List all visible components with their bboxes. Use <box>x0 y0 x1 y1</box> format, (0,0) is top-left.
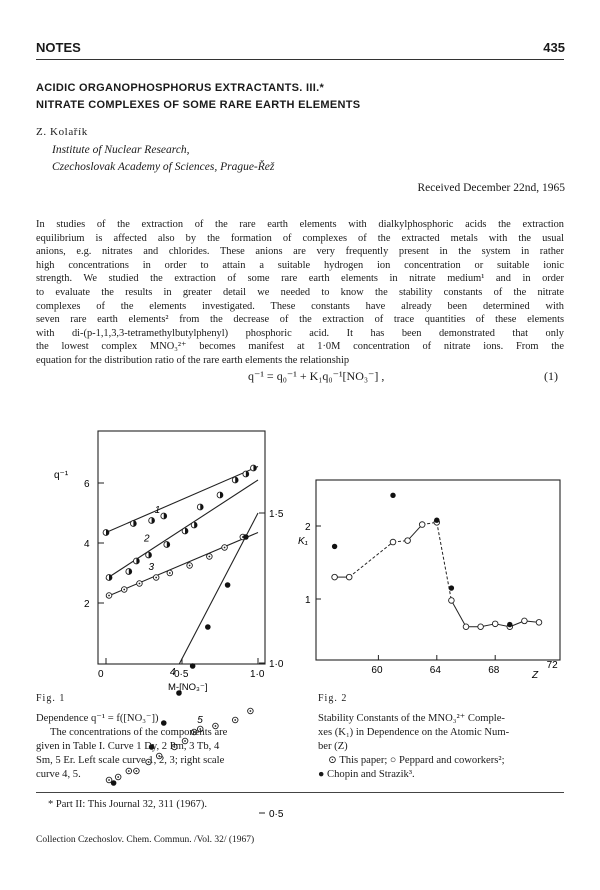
fig2-y-axis-label: K₁ <box>298 536 308 547</box>
fig1-left-tick-label: 6 <box>84 479 90 490</box>
body-line: complexes of the elements investigated. These constants have already been determined with <box>36 300 564 312</box>
affiliation-line1: Institute of Nuclear Research, <box>52 144 190 156</box>
fig2-caption-line: Stability Constants of the MNO₃²⁺ Comple- <box>318 713 505 724</box>
fig1-curve-label: 4 <box>169 667 176 678</box>
fig2-point-filled <box>449 585 454 590</box>
fig1-x-tick-label: 1·0 <box>250 669 265 680</box>
fig1-caption-line: Sm, 5 Er. Left scale curve 1, 2, 3; right scale <box>36 755 225 766</box>
fig1-fit-line <box>106 480 258 579</box>
fig2-x-tick-label: 60 <box>371 665 383 676</box>
equation-number: (1) <box>544 369 558 383</box>
fig2-x-axis-label: Z <box>532 670 539 681</box>
fig1-x-tick-label: 0 <box>98 669 104 680</box>
received-date: Received December 22nd, 1965 <box>417 182 565 194</box>
fig2-point-open <box>332 574 338 580</box>
fig2-x-tick-label: 72 <box>546 660 558 671</box>
fig2-point-open <box>390 539 396 545</box>
fig1-point-center <box>224 547 226 549</box>
fig2-label: Fig. 2 <box>318 693 348 704</box>
body-line: to evaluate the results in greater detail we needed to know the stability constants of the nitrate <box>36 286 564 298</box>
fig2-point-open <box>449 598 455 604</box>
body-line: equilibrium is affected also by the formation of complexes of the extracted metals with the usual <box>36 232 564 244</box>
fig2-point-filled <box>390 493 395 498</box>
running-header: NOTES <box>36 40 81 55</box>
fig1-left-tick-label: 4 <box>84 539 90 550</box>
fig2-point-open <box>419 522 425 528</box>
fig1-point-center <box>123 589 125 591</box>
fig1-point <box>225 582 231 588</box>
fig2-series-line <box>408 525 423 541</box>
fig1-right-tick-label: 0·5 <box>269 809 284 820</box>
article-title-line2: NITRATE COMPLEXES OF SOME RARE EARTH ELEMENTS <box>36 99 361 111</box>
body-line: the lowest complex MNO₃²⁺ becomes manifest at 1·0M concentration of nitrate ions. From the <box>36 341 564 353</box>
page-number: 435 <box>543 40 565 55</box>
fig1-point <box>243 534 249 540</box>
fig2-point-open <box>522 618 528 624</box>
fig1-right-tick-label: 1·5 <box>269 509 284 520</box>
body-line: strength. We studied the extraction of some rare earth elements in nitrate medium¹ and in order <box>36 273 564 285</box>
figure-2-chart <box>298 474 574 694</box>
fig2-y-tick-label: 2 <box>305 522 311 533</box>
fig1-caption <box>36 712 298 782</box>
fig2-point-open <box>405 538 411 544</box>
fig2-point-open <box>478 624 484 630</box>
fig1-curve-label: 2 <box>144 533 150 545</box>
fig2-caption-line: ber (Z) <box>318 741 348 752</box>
fig2-point-open <box>463 624 469 630</box>
footnote: * Part II: This Journal 32, 311 (1967). <box>48 799 207 810</box>
body-line: high concentrations in order to attain a suitable hydrogen ion concentration or suitable ionic <box>36 259 564 271</box>
fig2-x-tick-label: 68 <box>488 665 500 676</box>
body-paragraph <box>36 218 564 368</box>
fig1-y-axis-label: q⁻¹ <box>54 470 69 481</box>
fig2-point-open <box>536 620 542 626</box>
fig2-caption-line: xes (K₁) in Dependence on the Atomic Num- <box>318 727 510 738</box>
article-title-line1: ACIDIC ORGANOPHOSPHORUS EXTRACTANTS. III.* <box>36 82 325 94</box>
fig2-caption <box>318 712 568 782</box>
author: Z. Kolařík <box>36 126 88 138</box>
body-line: with di-(p-1,1,3,3-tetramethylbutylphenyl) phosphoric acid. It has been demonstrated that only <box>36 327 564 339</box>
fig1-x-tick-label: 0·5 <box>174 669 189 680</box>
fig1-right-tick-label: 1·0 <box>269 659 284 670</box>
fig2-frame <box>316 480 560 660</box>
fig1-caption-line: given in Table I. Curve 1 Dy, 2 Pm, 3 Tb, 4 <box>36 741 220 752</box>
fig1-curve-label: 3 <box>148 562 155 573</box>
fig1-point-center <box>169 572 171 574</box>
fig2-caption-line: ● Chopin and Strazik³. <box>318 769 415 780</box>
fig2-point-filled <box>507 622 512 627</box>
fig1-label: Fig. 1 <box>36 693 66 704</box>
fig1-caption-line: The concentrations of the components are <box>50 727 228 738</box>
fig1-point-center <box>189 565 191 567</box>
fig2-point-open <box>492 621 498 627</box>
footnote-rule <box>36 792 564 793</box>
fig1-point <box>205 624 211 630</box>
body-line: seven rare earth elements² from the decrease of the extraction of trace quantities of these elements <box>36 314 564 326</box>
fig2-caption-line: ⊙ This paper; ○ Peppard and coworkers²; <box>328 755 505 766</box>
body-line: In studies of the extraction of the rare earth elements with dialkylphosphoric acids the extraction <box>36 219 564 230</box>
fig1-left-tick-label: 2 <box>84 599 90 610</box>
fig2-point-filled <box>332 544 337 549</box>
fig2-series-line <box>349 542 393 577</box>
fig2-series-line <box>451 600 466 626</box>
fig1-point-center <box>155 577 157 579</box>
fig2-y-tick-label: 1 <box>305 595 311 606</box>
body-line: equation for the distribution ratio of the rare earth elements the relationship <box>36 354 350 366</box>
fig1-caption-title: Dependence q⁻¹ = f([NO₃⁻]) <box>36 713 159 724</box>
fig1-caption-line: curve 4, 5. <box>36 769 81 780</box>
equation: q⁻¹ = q₀⁻¹ + K₁q₀⁻¹[NO₃⁻] , <box>248 369 385 383</box>
fig1-point-center <box>139 583 141 585</box>
fig1-point <box>190 663 196 669</box>
fig2-point-open <box>346 574 352 580</box>
body-line: anions, e.g. nitrates and chlorides. These anions are very frequently present in the system in rather <box>36 246 564 258</box>
fig1-point-center <box>108 595 110 597</box>
fig1-fit-line <box>106 467 258 533</box>
affiliation-line2: Czechoslovak Academy of Sciences, Prague-Řež <box>52 161 275 173</box>
fig1-curve-label: 5 <box>197 715 203 726</box>
journal-footer: Collection Czechoslov. Chem. Commun. /Vol. 32/ (1967) <box>36 835 255 845</box>
fig1-x-axis-label: M-[NO₃⁻] <box>168 682 208 693</box>
fig1-curve-label: 1 <box>154 505 161 516</box>
fig2-point-filled <box>434 517 439 522</box>
header-rule <box>36 59 564 60</box>
fig2-x-tick-label: 64 <box>429 665 441 676</box>
fig1-point-center <box>208 556 210 558</box>
